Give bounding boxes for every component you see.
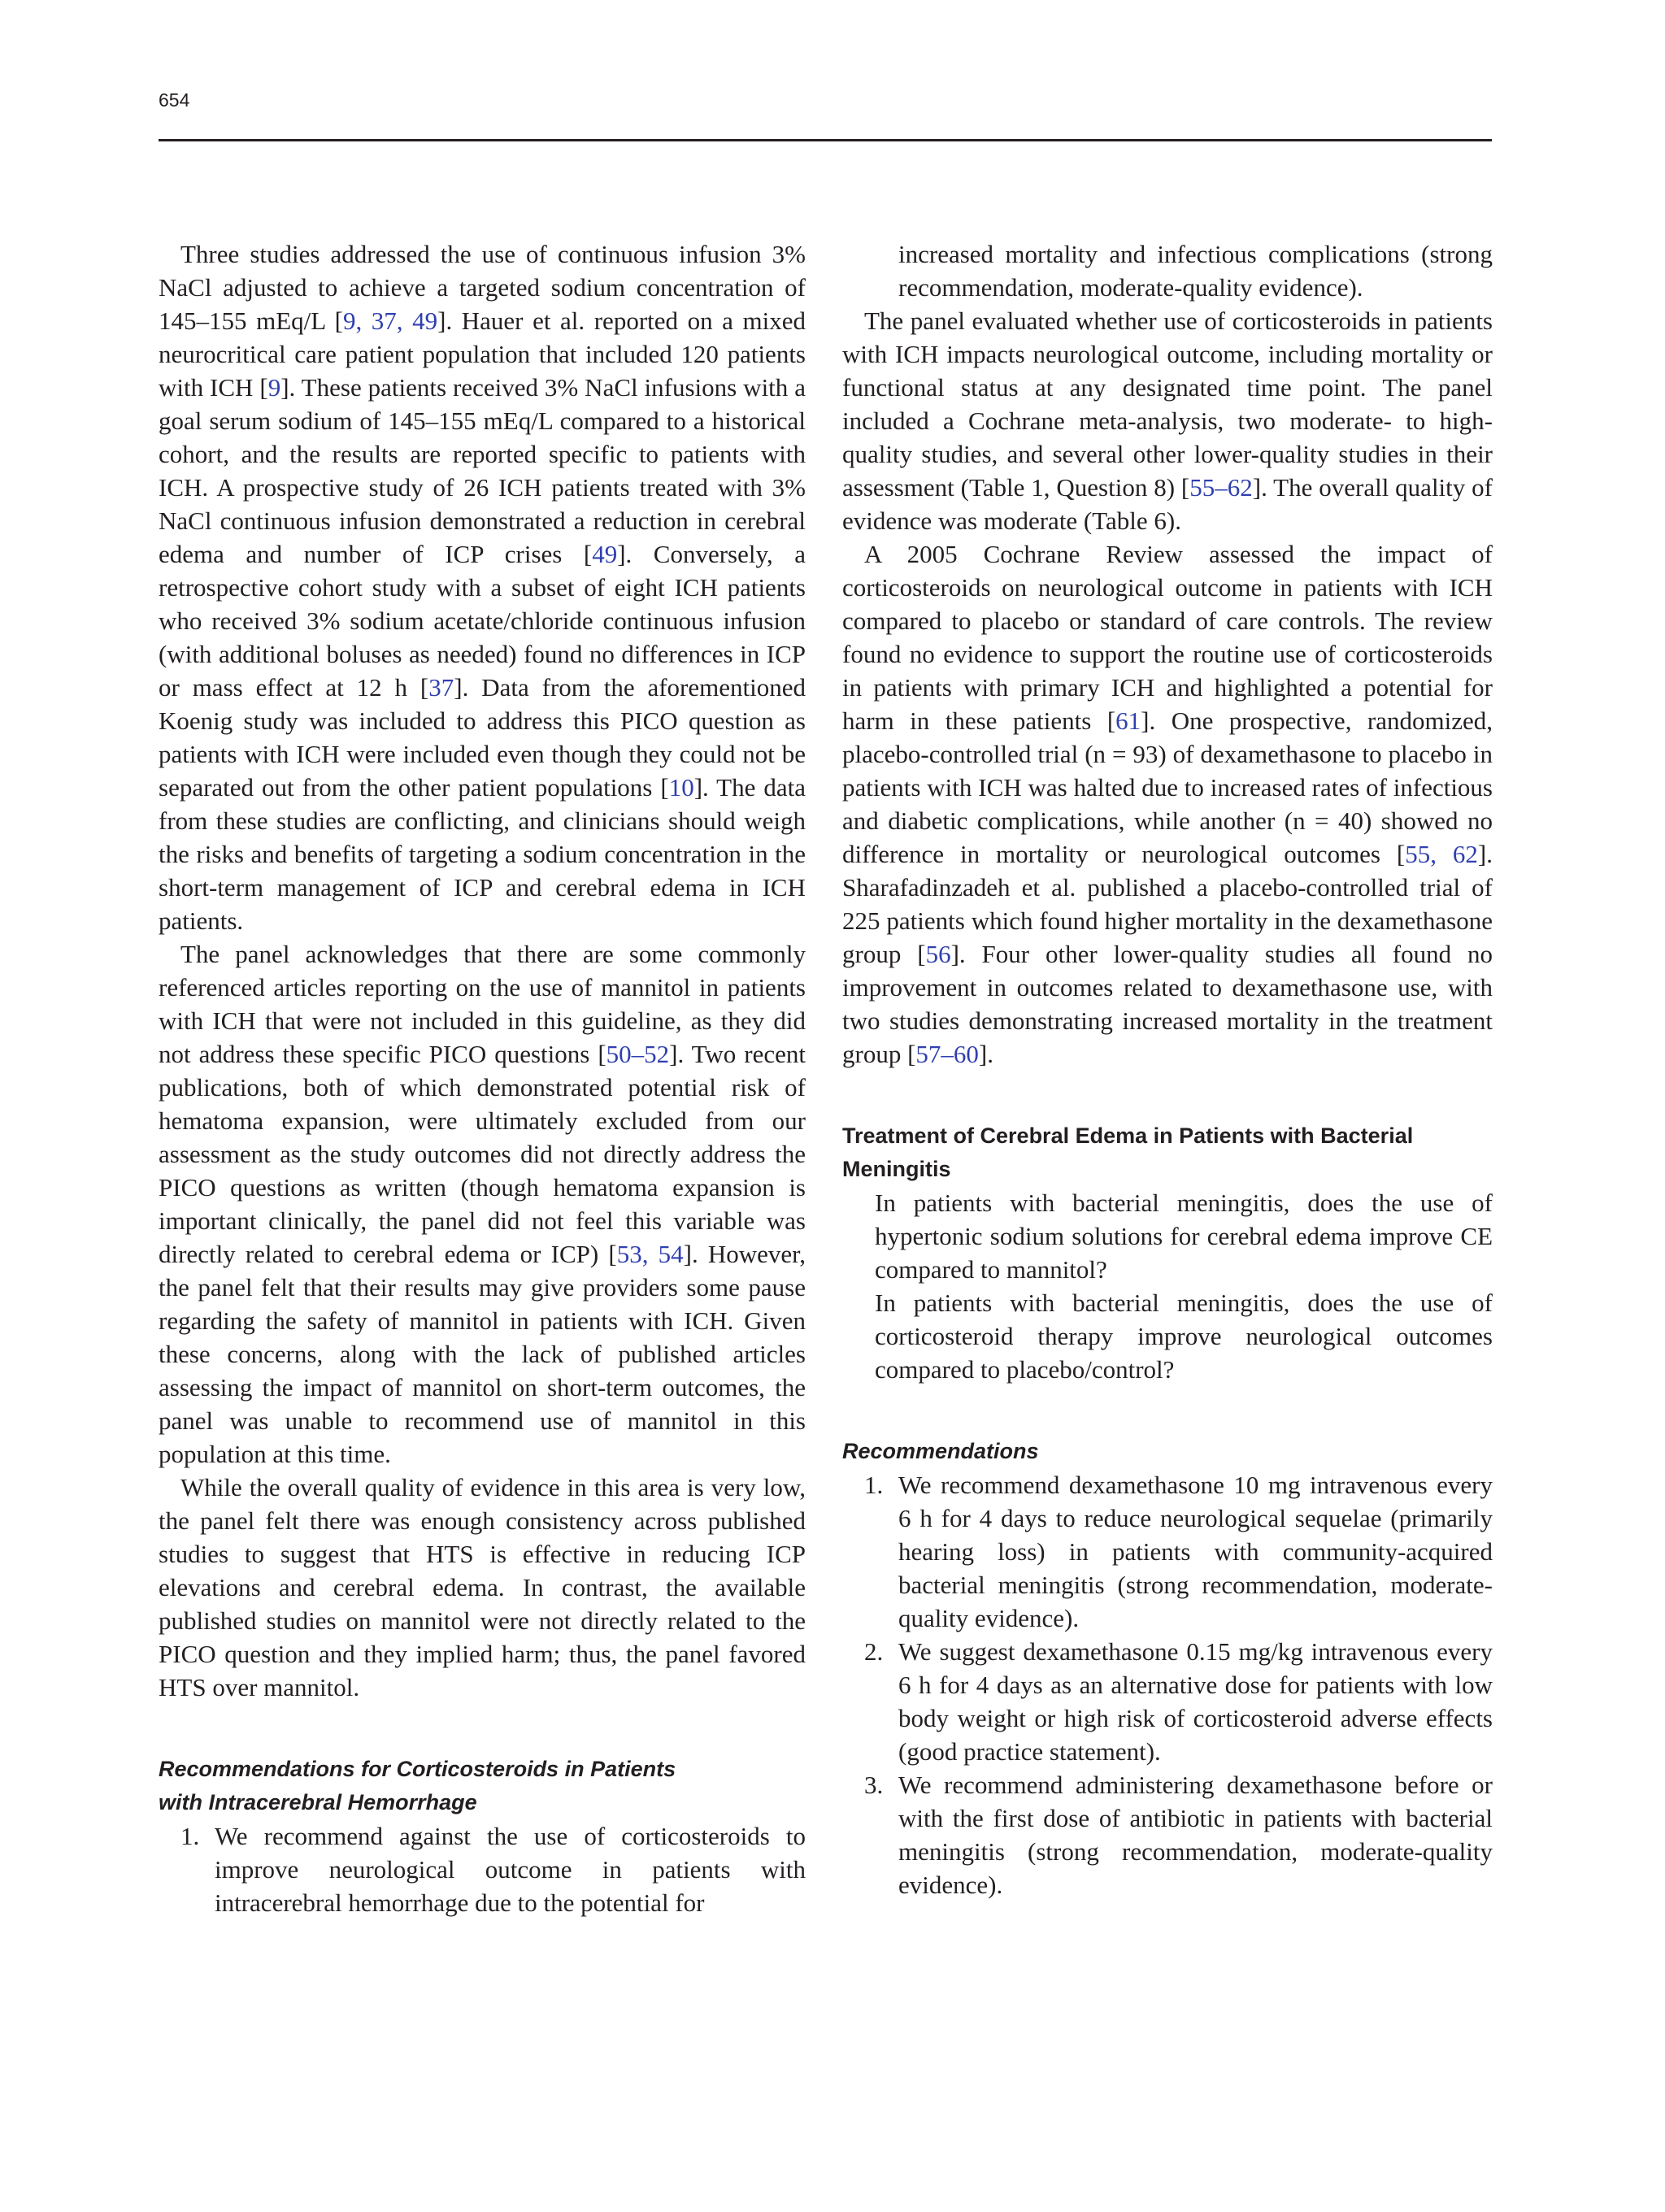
citation-reference[interactable]: 10 bbox=[668, 773, 694, 802]
recommendation-text: We suggest dexamethasone 0.15 mg/kg intravenous every 6 h for 4 days as an alternative dose for patients with low body weight or high risk of corticosteroid adverse effects (good practice statement). bbox=[898, 1637, 1493, 1766]
right-column bbox=[842, 237, 1493, 1901]
page-number: 654 bbox=[159, 89, 190, 111]
heading-line: with Intracerebral Hemorrhage bbox=[159, 1790, 477, 1814]
left-column bbox=[159, 237, 806, 1919]
heading-line: Treatment of Cerebral Edema in Patients with Bacterial bbox=[842, 1123, 1414, 1148]
spacer bbox=[159, 1704, 806, 1753]
citation-reference[interactable]: 50–52 bbox=[606, 1040, 670, 1068]
left-paragraph-2: The panel acknowledges that there are some commonly referenced articles reporting on the use of mannitol in patients with ICH that were not included in this guideline, as they did not address these specific PICO questions [50–52]. Two recent publications, both of which demonstrated potential risk of hematoma expansion, were ultimately excluded from our assessment as the study outcomes did not directly address the PICO questions as written (though hematoma expansion is important clinically, the panel did not feel this variable was directly related to cerebral edema or ICP) [53, 54]. However, the panel felt that their results may give providers some pause regarding the safety of mannitol in patients with ICH. Given these concerns, along with the lack of published articles assessing the impact of mannitol on short-term outcomes, the panel was unable to recommend use of mannitol in this population at this time. bbox=[159, 940, 806, 1468]
pico-question-2: In patients with bacterial meningitis, does the use of corticosteroid therapy improve neurological outcomes compared to placebo/control? bbox=[875, 1289, 1493, 1384]
left-paragraph-1: Three studies addressed the use of continuous infusion 3% NaCl adjusted to achieve a targeted sodium concentration of 145–155 mEq/L [9, 37, 49]. Hauer et al. reported on a mixed neurocritical care patient population that included 120 patients with ICH [9]. These patients received 3% NaCl infusions with a goal serum sodium of 145–155 mEq/L compared to a historical cohort, and the results are reported specific to patients with ICH. A prospective study of 26 ICH patients treated with 3% NaCl continuous infusion demonstrated a reduction in cerebral edema and number of ICP crises [49]. Conversely, a retrospective cohort study with a subset of eight ICH patients who received 3% sodium acetate/chloride continuous infusion (with additional boluses as needed) found no differences in ICP or mass effect at 12 h [37]. Data from the aforementioned Koenig study was included to address this PICO question as patients with ICH were included even though they could not be separated out from the other patient populations [10]. The data from these studies are conflicting, and clinicians should weigh the risks and benefits of targeting a sodium concentration in the short-term management of ICP and cerebral edema in ICH patients. bbox=[159, 240, 806, 935]
pico-question-1: In patients with bacterial meningitis, does the use of hypertonic sodium solutions for cerebral edema improve CE compared to mannitol? bbox=[875, 1189, 1493, 1284]
spacer bbox=[842, 1071, 1493, 1119]
citation-reference[interactable]: 61 bbox=[1115, 706, 1141, 735]
header-rule bbox=[159, 139, 1492, 141]
citation-reference[interactable]: 56 bbox=[925, 940, 951, 968]
spacer bbox=[842, 1386, 1493, 1435]
recommendations-heading: Recommendations bbox=[842, 1439, 1039, 1463]
meningitis-recommendation-list bbox=[842, 1468, 1493, 1901]
citation-reference[interactable]: 9 bbox=[267, 373, 281, 402]
heading-line: Recommendations for Corticosteroids in Patients bbox=[159, 1757, 676, 1781]
recommendation-number: 3. bbox=[864, 1771, 884, 1799]
recommendation-text: We recommend dexamethasone 10 mg intravenous every 6 h for 4 days to reduce neurological sequelae (primarily hearing loss) in patients with community-acquired bacterial meningitis (strong recommendation, moderate-quality evidence). bbox=[898, 1471, 1493, 1632]
right-paragraph-1: The panel evaluated whether use of corticosteroids in patients with ICH impacts neurological outcome, including mortality or functional status at any designated time point. The panel included a Cochrane meta-analysis, two moderate- to high-quality studies, and several other lower-quality studies in their assessment (Table 1, Question 8) [55–62]. The overall quality of evidence was moderate (Table 6). bbox=[842, 306, 1493, 535]
recommendation-number: 1. bbox=[864, 1471, 884, 1499]
recommendation-item bbox=[842, 1768, 1493, 1901]
left-paragraph-3: While the overall quality of evidence in this area is very low, the panel felt there was enough consistency across published studies to suggest that HTS is effective in reducing ICP elevations and cerebral edema. In contrast, the available published studies on mannitol were not directly related to the PICO question and they implied harm; thus, the panel favored HTS over mannitol. bbox=[159, 1473, 806, 1701]
recommendation-item bbox=[842, 1468, 1493, 1635]
bacterial-meningitis-heading bbox=[842, 1119, 1493, 1186]
recommendation-number: 1. bbox=[180, 1822, 200, 1850]
citation-reference[interactable]: 55, 62 bbox=[1405, 840, 1478, 868]
right-paragraph-2: A 2005 Cochrane Review assessed the impact of corticosteroids on neurological outcome in patients with ICH compared to placebo or standard of care controls. The review found no evidence to support the routine use of corticosteroids in patients with primary ICH and highlighted a potential for harm in these patients [61]. One prospective, randomized, placebo-controlled trial (n = 93) of dexamethasone to placebo in patients with ICH was halted due to increased rates of infectious and diabetic complications, while another (n = 40) showed no difference in mortality or neurological outcomes [55, 62]. Sharafadinzadeh et al. published a placebo-controlled trial of 225 patients which found higher mortality in the dexamethasone group [56]. Four other lower-quality studies all found no improvement in outcomes related to dexamethasone use, with two studies demonstrating increased mortality in the treatment group [57–60]. bbox=[842, 540, 1493, 1068]
ich-recommendation-list bbox=[159, 1819, 806, 1919]
recommendation-text: We recommend against the use of corticosteroids to improve neurological outcome in patients with intracerebral hemorrhage due to the potential for bbox=[215, 1822, 806, 1917]
citation-reference[interactable]: 9, 37, 49 bbox=[342, 306, 438, 335]
corticosteroids-ich-heading bbox=[159, 1753, 806, 1819]
recommendation-number: 2. bbox=[864, 1637, 884, 1666]
citation-reference[interactable]: 49 bbox=[592, 540, 618, 568]
recommendation-text: We recommend administering dexamethasone before or with the first dose of antibiotic in patients with bacterial meningitis (strong recommendation, moderate-quality evidence). bbox=[898, 1771, 1493, 1899]
recommendation-item bbox=[159, 1819, 806, 1919]
recommendation-continuation: increased mortality and infectious complications (strong recommendation, moderate-quality evidence). bbox=[898, 240, 1493, 302]
citation-reference[interactable]: 57–60 bbox=[915, 1040, 979, 1068]
heading-line: Meningitis bbox=[842, 1157, 951, 1181]
citation-reference[interactable]: 55–62 bbox=[1189, 473, 1253, 502]
citation-reference[interactable]: 37 bbox=[428, 673, 454, 702]
citation-reference[interactable]: 53, 54 bbox=[616, 1240, 684, 1268]
recommendation-item bbox=[842, 1635, 1493, 1768]
